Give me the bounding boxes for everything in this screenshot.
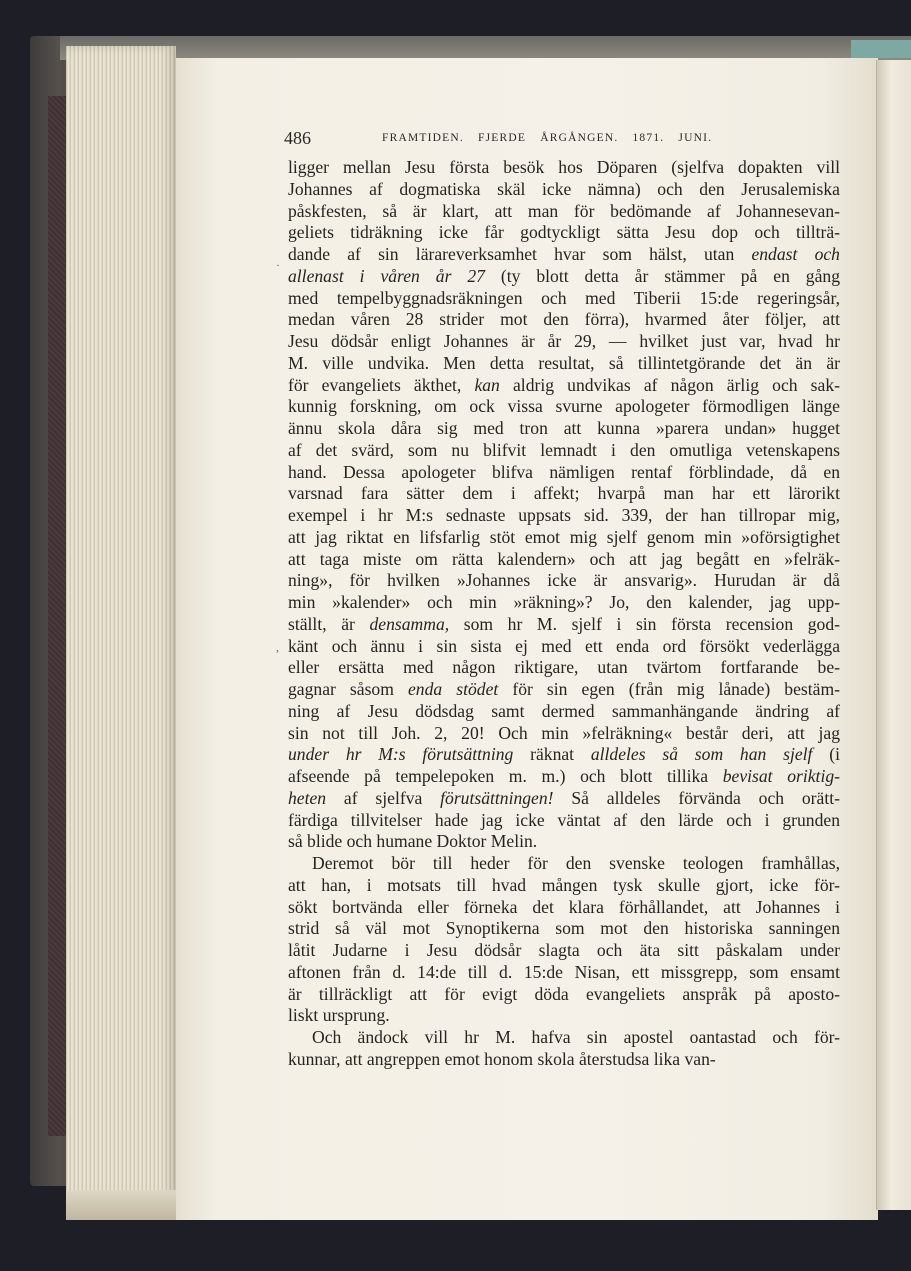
- text-run: sin not till Joh. 2, 20! Och min »felräkning« består deri, att jag: [288, 722, 840, 743]
- text-line: [288, 288, 840, 310]
- text-run: liskt ursprung.: [288, 1005, 390, 1026]
- text-run: Jesu dödsår enligt Johannes är år 29, — hvilket just var, hvad hr: [288, 331, 840, 351]
- text-line: [288, 331, 840, 353]
- text-line: [288, 549, 840, 571]
- text-line: [288, 592, 840, 614]
- text-line: [288, 505, 840, 527]
- text-line: [288, 179, 840, 201]
- page-edges: [66, 46, 176, 1216]
- text-line: [288, 701, 840, 723]
- text-line: [288, 375, 840, 397]
- text-line: [288, 788, 840, 810]
- running-head: FRAMTIDEN. FJERDE ÅRGÅNGEN. 1871. JUNI.: [382, 132, 713, 144]
- cover-label: [851, 40, 911, 58]
- text-run: af sjelfva: [326, 787, 441, 808]
- text-line: [288, 614, 840, 636]
- italic-text: allenast i våren år 27: [288, 265, 485, 286]
- italic-text: endast och: [751, 244, 840, 264]
- text-line: [288, 831, 840, 853]
- text-run: aldrig undvikas af någon ärlig och sak-: [499, 374, 840, 395]
- text-line: [288, 201, 840, 223]
- text-run: ännu skola dåra sig med tron att kunna »parera undan» hugget: [288, 418, 840, 438]
- text-line: [288, 222, 840, 244]
- text-run: kunnig forskning, om ock vissa svurne apologeter förmodligen länge: [288, 396, 840, 417]
- text-run: Så alldeles förvända och orätt-: [553, 787, 840, 808]
- italic-text: alldeles så som han sjelf: [590, 744, 813, 765]
- text-run: eller ersätta med någon riktigare, utan tvärtom fortfarande be-: [288, 657, 840, 678]
- text-line: [288, 527, 840, 549]
- body-text: [288, 157, 840, 1071]
- text-run: strid så väl mot Synoptikerna som mot den historiska sanningen: [288, 918, 840, 939]
- text-line: [288, 897, 840, 919]
- text-run: känt och ännu i sin sista ej med ett enda ord försökt vederlägga: [288, 635, 840, 656]
- text-run: ställt, är: [288, 613, 370, 634]
- text-run: ning», för hvilken »Johannes icke är ansvarig». Hurudan är då: [288, 570, 840, 591]
- text-run: att jag riktat en lifsfarlig stöt emot mig sjelf genom min »oförsigtighet: [288, 526, 840, 547]
- text-line: [288, 1005, 840, 1027]
- italic-text: under hr M:s förutsättning: [288, 744, 514, 765]
- text-line: [288, 744, 840, 766]
- text-run: är tillräckligt att för evigt döda evangeliets anspråk på aposto-: [288, 983, 840, 1004]
- text-line: [288, 940, 840, 962]
- text-run: min »kalender» och min »räkning»? Jo, den kalender, jag upp-: [288, 592, 840, 612]
- text-run: färdiga tillvitelser hade jag icke väntat af den lärde och i grunden: [288, 809, 840, 830]
- text-line: [288, 418, 840, 440]
- text-line: [288, 309, 840, 331]
- italic-text: densamma,: [369, 613, 450, 634]
- text-run: Johannes af dogmatiska skäl icke nämna) och den Jerusalemiska: [288, 178, 840, 199]
- next-page-edge: [876, 60, 911, 1210]
- text-run: varsnad fara sätter dem i affekt; hvarpå man har ett lärorikt: [288, 483, 840, 504]
- italic-text: heten: [288, 787, 327, 808]
- text-run: påskfesten, så är klart, att man för bedömande af Johannesevan-: [288, 200, 840, 221]
- book-cover-top: [60, 36, 911, 60]
- text-line: [288, 984, 840, 1006]
- text-run: Deremot bör till heder för den svenske teologen framhållas,: [312, 853, 840, 873]
- text-line: [288, 853, 840, 875]
- text-run: som hr M. sjelf i sin första recension god-: [449, 613, 840, 634]
- text-run: hand. Dessa apologeter blifva nämligen rentaf förblindade, då en: [288, 461, 840, 482]
- text-line: [288, 657, 840, 679]
- text-run: låtit Judarne i Jesu dödsår slagta och äta sitt påskalam under: [288, 940, 840, 960]
- page-header: [284, 128, 844, 152]
- text-line: [288, 918, 840, 940]
- text-line: [288, 636, 840, 658]
- text-run: gagnar såsom: [288, 679, 408, 699]
- italic-text: kan: [474, 374, 500, 395]
- text-run: så blide och humane Doktor Melin.: [288, 831, 538, 852]
- text-run: med tempelbyggnadsräkningen och med Tiberii 15:de regeringsår,: [288, 287, 840, 308]
- text-line: [288, 462, 840, 484]
- text-line: [288, 244, 840, 266]
- text-line: [288, 766, 840, 788]
- text-line: [288, 679, 840, 701]
- text-line: [288, 962, 840, 984]
- text-run: afseende på tempelepoken m. m.) och blott tillika: [288, 766, 723, 786]
- text-run: kunnar, att angreppen emot honom skola återstudsa lika van-: [288, 1048, 716, 1069]
- italic-text: bevisat oriktig-: [722, 766, 840, 786]
- text-line: [288, 570, 840, 592]
- text-run: sökt bortvända eller förneka det klara förhållandet, att Johannes i: [288, 896, 840, 917]
- text-run: Och ändock vill hr M. hafva sin apostel oantastad och för-: [312, 1027, 840, 1047]
- text-run: att han, i motsats till hvad mången tysk skulle gjort, icke för-: [288, 874, 840, 895]
- margin-dot: ·: [276, 258, 280, 272]
- text-run: exempel i hr M:s sednaste uppsats sid. 339, der han tillropar mig,: [288, 505, 840, 525]
- text-line: [288, 440, 840, 462]
- text-line: [288, 483, 840, 505]
- page-number: 486: [284, 128, 311, 148]
- text-run: geliets tidräkning icke får godtyckligt sätta Jesu dop och tillträ-: [288, 222, 840, 243]
- italic-text: enda stödet: [407, 679, 499, 699]
- text-run: (ty blott detta år stämmer på en gång: [484, 265, 841, 286]
- text-line: [288, 723, 840, 745]
- text-line: [288, 266, 840, 288]
- text-run: räknat: [513, 744, 591, 765]
- page-edges-bottom: [66, 1190, 176, 1220]
- text-line: [288, 810, 840, 832]
- text-line: [288, 396, 840, 418]
- text-line: [288, 1027, 840, 1049]
- text-run: medan våren 28 strider mot den förra), hvarmed åter följer, att: [288, 309, 840, 330]
- italic-text: förutsättningen!: [440, 787, 554, 808]
- text-run: att taga miste om rätta kalendern» och att jag begått en »felräk-: [288, 548, 840, 569]
- text-run: M. ville undvika. Men detta resultat, så tillintetgörande det än är: [288, 352, 840, 373]
- text-run: dande af sin lärareverksamhet hvar som hälst, utan: [288, 244, 752, 264]
- text-line: [288, 875, 840, 897]
- text-run: ning af Jesu dödsdag samt dermed sammanhängande ändring af: [288, 700, 840, 721]
- text-run: (i: [812, 744, 840, 765]
- text-run: för sin egen (från mig lånade) bestäm-: [498, 679, 841, 699]
- text-line: [288, 353, 840, 375]
- text-run: aftonen från d. 14:de till d. 15:de Nisan, ett missgrepp, som ensamt: [288, 961, 840, 982]
- text-run: för evangeliets äkthet,: [288, 374, 475, 395]
- margin-dot: ,: [276, 640, 279, 654]
- text-run: ligger mellan Jesu första besök hos Döparen (sjelfva dopakten vill: [288, 157, 840, 177]
- text-run: af det svärd, som nu blifvit lemnadt i den omutliga vetenskapens: [288, 439, 840, 460]
- text-line: [288, 157, 840, 179]
- text-line: [288, 1049, 840, 1071]
